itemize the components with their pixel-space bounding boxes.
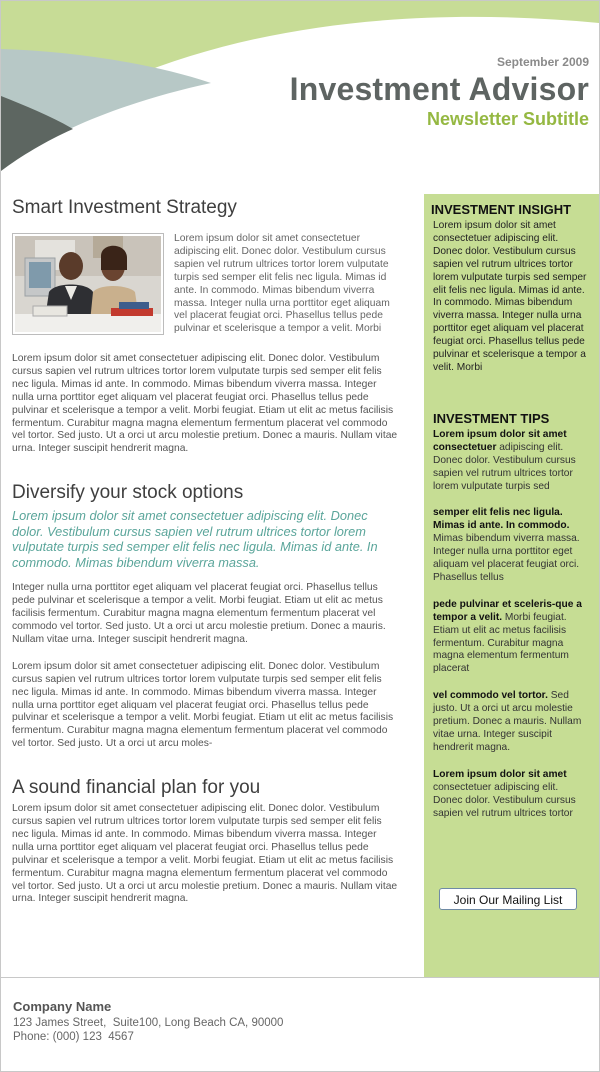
diversify-body-2: Lorem ipsum dolor sit amet consectetuer adipiscing elit. Donec dolor. Vestibulum cursus sapien vel rutrum ultrices tortor lorem vulputate turpis sed semper elit felis nec ligula. Mimas id ante. In commodo. Mimas bibendum viverra massa. Integer nulla urna porttitor eget aliquam vel placerat feugiat orci. Phasellus tellus pede pulvinar et scelerisque a tempor a velit. Morbi feugiat. Etiam ut elit ac metus facilisis fermentum. Curabitur magna magna elementum fermentum placerat vel commodo vel tortor. Sed justo. Ut a orci ut arcu moles- bbox=[12, 660, 394, 750]
diversify-lead-text: Lorem ipsum dolor sit amet consectetuer adipiscing elit. Donec dolor. Vestibulum cursus sapien vel rutrum ultrices tortor lorem vulputate turpis sed semper elit felis nec ligula. Mimas id ante. In commodo. Mimas bibendum viverra massa. bbox=[12, 508, 378, 570]
tip-item: vel commodo vel tortor. Sed justo. Ut a orci ut arcu molestie pretium. Donec a mauris. Nullam vitae urna. Integer suscipit hendrerit magna. bbox=[433, 690, 582, 753]
company-phone: Phone: (000) 123 4567 bbox=[13, 1031, 134, 1043]
join-mailing-list-button[interactable]: Join Our Mailing List bbox=[439, 888, 577, 910]
tip-item: Lorem ipsum dolor sit amet consectetuer adipiscing elit. Donec dolor. Vestibulum cursus sapien vel rutrum ultrices tortor lorem vulputate turpis sed bbox=[433, 428, 576, 492]
main-column bbox=[12, 197, 398, 906]
company-address: 123 James Street, Suite100, Long Beach CA, 90000 bbox=[13, 1017, 284, 1029]
company-name: Company Name bbox=[13, 999, 112, 1014]
business-people-photo bbox=[12, 233, 164, 335]
footer-divider bbox=[1, 977, 599, 978]
issue-date: September 2009 bbox=[496, 55, 589, 69]
investment-insight-heading: INVESTMENT INSIGHT bbox=[431, 202, 572, 217]
footer bbox=[13, 999, 283, 1044]
office-photo-illustration bbox=[15, 236, 161, 332]
smart-investment-intro: Lorem ipsum dolor sit amet consectetuer adipiscing elit. Donec dolor. Vestibulum cursus sapien vel rutrum ultrices tortor lorem vulputate turpis sed semper elit felis nec ligula. Mimas id ante. In commodo. Mimas bibendum viverra massa. Integer nulla urna porttitor eget aliquam vel placerat feugiat orci. Phasellus tellus pede pulvinar et scelerisque a tempor a velit. Morbi bbox=[174, 233, 390, 335]
newsletter-subtitle: Newsletter Subtitle bbox=[426, 109, 589, 129]
header-banner bbox=[1, 1, 599, 176]
financial-plan-body: Lorem ipsum dolor sit amet consectetuer adipiscing elit. Donec dolor. Vestibulum cursus sapien vel rutrum ultrices tortor lorem vulputate turpis sed semper elit felis nec ligula. Mimas id ante. In commodo. Mimas bibendum viverra massa. Integer nulla urna porttitor eget aliquam vel placerat feugiat orci. Phasellus tellus pede pulvinar et scelerisque a tempor a velit. Morbi feugiat. Etiam ut elit ac metus facilisis fermentum. Curabitur magna magna elementum fermentum placerat vel commodo vel tortor. Sed justo. Ut a orci ut arcu molestie pretium. Donec a mauris. Nullam vitae urna. Integer suscipit hendrerit magna. bbox=[12, 803, 398, 905]
section-heading-diversify: Diversify your stock options bbox=[12, 482, 244, 504]
investment-tips-heading: INVESTMENT TIPS bbox=[433, 410, 550, 426]
investment-tips-list bbox=[433, 429, 590, 821]
investment-insight-text: Lorem ipsum dolor sit amet consectetuer adipiscing elit. Donec dolor. Vestibulum cursus sapien vel rutrum ultrices tortor lorem vulputate turpis sed semper elit felis nec ligula. Mimas id ante. In commodo. Mimas bibendum viverra massa. Integer nulla urna porttitor eget aliquam vel placerat feugiat orci. Phasellus tellus pede pulvinar et scelerisque a tempor a velit. Morbi bbox=[433, 220, 587, 373]
sidebar bbox=[424, 194, 600, 978]
newsletter-title: Investment Advisor bbox=[289, 71, 589, 107]
smart-investment-body: Lorem ipsum dolor sit amet consectetuer adipiscing elit. Donec dolor. Vestibulum cursus sapien vel rutrum ultrices tortor lorem vulputate turpis sed semper elit felis nec ligula. Mimas id ante. In commodo. Mimas bibendum viverra massa. Integer nulla urna porttitor eget aliquam vel placerat feugiat orci. Phasellus tellus pede pulvinar et scelerisque a tempor a velit. Morbi feugiat. Etiam ut elit ac metus facilisis fermentum. Curabitur magna magna elementum fermentum placerat vel commodo vel tortor. Sed justo. Ut a orci ut arcu molestie pretium. Donec a mauris. Nullam vitae urna. Integer suscipit hendrerit magna. bbox=[12, 353, 398, 455]
section-heading-smart-investment: Smart Investment Strategy bbox=[12, 197, 237, 218]
tip-item: Lorem ipsum dolor sit amet consectetuer adipiscing elit. Donec dolor. Vestibulum cursus sapien vel rutrum ultrices tortor bbox=[433, 768, 576, 819]
section-heading-financial-plan: A sound financial plan for you bbox=[12, 777, 261, 799]
tip-item: semper elit felis nec ligula. Mimas id ante. In commodo. Mimas bibendum viverra massa. Integer nulla urna porttitor eget aliquam vel placerat feugiat orci. Phasellus tellus bbox=[433, 507, 580, 583]
diversify-body-1: Integer nulla urna porttitor eget aliquam vel placerat feugiat orci. Phasellus tellus pede pulvinar et scelerisque a tempor a velit. Morbi feugiat. Etiam ut elit ac metus facilisis fermentum. Curabitur magna magna elementum fermentum placerat vel commodo vel tortor. Sed justo. Ut a orci ut arcu molestie pretium. Donec a mauris. Nullam vitae urna. Integer suscipit hendrerit magna. bbox=[12, 582, 386, 645]
tip-item: pede pulvinar et sceleris-que a tempor a velit. Morbi feugiat. Etiam ut elit ac metus facilisis fermentum. Curabitur magna magna elementum fermentum placerat bbox=[433, 598, 582, 675]
